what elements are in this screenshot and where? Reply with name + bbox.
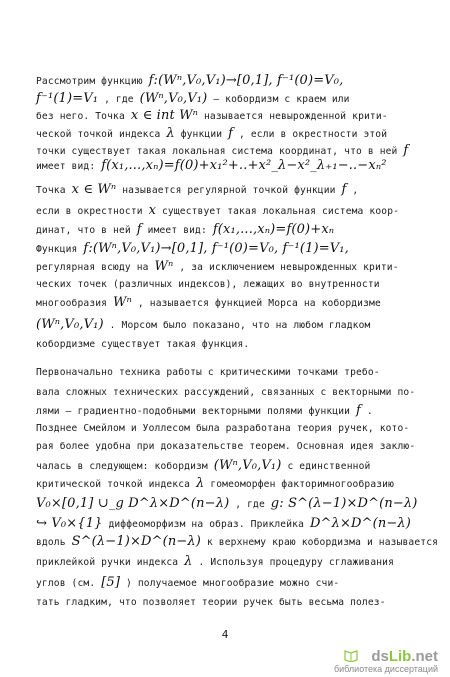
- handwritten-formula: f(x₁,...,xₙ)=f(0)+xₙ: [212, 222, 335, 237]
- handwritten-formula: λ: [196, 476, 205, 491]
- text-line: [36, 110, 421, 123]
- text-line: [36, 75, 421, 88]
- typed-text: тать гладким, что позволяет теории ручек быть весьма полез-: [36, 597, 386, 608]
- text-line: [36, 279, 421, 291]
- text-line: [36, 319, 421, 332]
- typed-text: , где: [229, 499, 271, 510]
- text-line: [36, 597, 421, 609]
- typed-text: .: [360, 406, 373, 417]
- page-number: 4: [221, 628, 229, 641]
- handwritten-formula: f⁻¹(1)=V₁: [36, 91, 99, 106]
- typed-text: . Используя процедуру сглаживания: [192, 557, 395, 568]
- typed-text: динат, что в ней: [36, 225, 137, 236]
- text-line: [36, 205, 421, 218]
- typed-text: критической точкой индекса: [36, 479, 196, 490]
- handwritten-formula: f: [341, 182, 347, 197]
- typed-text: – кобордизм с краем или: [207, 94, 350, 105]
- handwritten-formula: x ∈ Wⁿ: [71, 182, 117, 197]
- handwritten-formula: Wⁿ: [154, 259, 174, 274]
- text-line: [36, 339, 421, 351]
- typed-text: точки существует такая локальная система координат, что в ней: [36, 146, 404, 157]
- handwritten-formula: (Wⁿ,V₀,V₁): [139, 91, 208, 106]
- typed-text: имеет вид:: [141, 225, 213, 236]
- text-line: [36, 224, 421, 237]
- typed-text: Точка: [36, 185, 72, 196]
- handwritten-formula: D^λ×D^(n−λ): [309, 516, 412, 531]
- typed-text: кобордизме существует такая функция.: [36, 339, 250, 350]
- typed-text: ческих точек (различных индексов), лежащих во внутренности: [36, 279, 380, 290]
- handwritten-formula: λ: [184, 554, 193, 569]
- typed-text: регулярная всюду на: [36, 262, 155, 273]
- handwritten-formula: Wⁿ: [113, 295, 132, 310]
- typed-text: вдоль: [36, 537, 72, 548]
- typed-text: Функция: [36, 244, 84, 255]
- handwritten-formula: V₀×[0,1] ∪_g D^λ×D^(n−λ): [36, 496, 230, 511]
- text-line: [36, 556, 421, 569]
- handwritten-formula: ↪ V₀×{1}: [36, 516, 103, 531]
- typed-text: называется невырожденной крити-: [198, 111, 388, 122]
- typed-text: , если в окрестности этой: [233, 129, 388, 140]
- typed-text: имеет вид:: [36, 161, 102, 172]
- typed-text: к верхнему краю кобордизма и называется: [201, 537, 439, 548]
- text-line: [36, 145, 421, 158]
- typed-text: ) получаемое многообразие можно счи-: [120, 578, 340, 589]
- typed-text: называется регулярной точкой функции: [116, 185, 342, 196]
- typed-text: рая более удобна при доказательстве теорем. Основная идея заклю-: [36, 441, 416, 452]
- typed-text: , где: [98, 94, 140, 105]
- handwritten-formula: S^(λ−1)×D^(n−λ): [71, 534, 202, 549]
- text-line: [36, 261, 421, 274]
- typed-text: чалась в следующем: кобордизм: [36, 461, 214, 472]
- typed-text: ческой точкой индекса: [36, 129, 167, 140]
- typed-text: , за исключением невырожденных крити-: [173, 262, 399, 273]
- typed-text: без него. Точка: [36, 111, 131, 122]
- handwritten-formula: (Wⁿ,V₀,V₁): [213, 458, 282, 473]
- watermark-subtitle: библиотека диссертаций: [333, 664, 438, 674]
- text-line: [36, 297, 421, 310]
- typed-text: лями – градиентно-подобными векторными полями функции: [36, 406, 356, 417]
- text-line: [36, 367, 421, 379]
- typed-text: если в окрестности: [36, 206, 149, 217]
- handwritten-formula: f: [403, 143, 409, 158]
- handwritten-formula: x: [148, 203, 157, 218]
- handwritten-formula: f: [136, 222, 142, 237]
- typed-text: приклейкой ручки индекса: [36, 557, 185, 568]
- text-line: [36, 184, 421, 197]
- typed-text: вала сложных технических рассуждений, связанных с векторными по-: [36, 387, 416, 398]
- handwritten-formula: λ: [166, 126, 175, 141]
- typed-text: гомеоморфен факторимногообразию: [204, 479, 395, 490]
- typed-text: функции: [174, 129, 229, 140]
- text-line: [36, 498, 421, 511]
- typed-text: существует такая локальная система коор-: [156, 206, 400, 217]
- typed-text: диффеоморфизм на образ. Приклейка: [102, 519, 310, 530]
- typed-text: , называется функцией Морса на кобордизме: [131, 298, 381, 309]
- handwritten-formula: (Wⁿ,V₀,V₁): [36, 317, 104, 332]
- text-line: [36, 518, 421, 531]
- text-line: [36, 160, 421, 173]
- text-line: [36, 243, 421, 256]
- typed-text: Первоначально техника работы с критическими точками требо-: [36, 367, 380, 378]
- text-line: [36, 93, 421, 106]
- text-line: [36, 387, 421, 399]
- handwritten-formula: x ∈ int Wⁿ: [130, 108, 199, 123]
- handwritten-formula: f(x₁,...,xₙ)=f(0)+x₁²+..+x²_λ−x²_λ₊₁−..−xₙ²: [101, 158, 387, 173]
- typed-text: многообразия: [36, 298, 114, 309]
- typed-text: Позднее Смейлом и Уоллесом была разработана теория ручек, кото-: [36, 423, 410, 434]
- typed-text: с единственной: [281, 461, 371, 472]
- handwritten-formula: f:(Wⁿ,V₀,V₁)→[0,1], f⁻¹(0)=V₀, f⁻¹(1)=V₁,: [83, 241, 349, 256]
- watermark-logo: dsLib.net: [371, 648, 438, 665]
- text-line: [36, 478, 421, 491]
- typed-text: . Морсом было показано, что на любом гладком: [103, 320, 371, 331]
- handwritten-formula: g: S^(λ−1)×D^(n−λ): [270, 496, 418, 511]
- handwritten-formula: f:(Wⁿ,V₀,V₁)→[0,1], f⁻¹(0)=V₀,: [148, 73, 344, 88]
- text-line: [36, 441, 421, 453]
- text-line: [36, 577, 421, 590]
- text-line: [36, 423, 421, 435]
- book-icon: [344, 648, 358, 662]
- text-line: [36, 128, 421, 141]
- handwritten-formula: [5]: [101, 575, 121, 590]
- typed-text: углов (см.: [36, 578, 102, 589]
- text-line: [36, 534, 439, 549]
- text-line: [36, 405, 421, 418]
- handwritten-formula: f: [228, 126, 234, 141]
- watermark: [268, 648, 438, 674]
- typed-text: Рассмотрим функцию: [36, 76, 149, 87]
- typed-text: ,: [346, 185, 359, 196]
- handwritten-formula: f: [356, 403, 361, 418]
- text-line: [36, 460, 421, 473]
